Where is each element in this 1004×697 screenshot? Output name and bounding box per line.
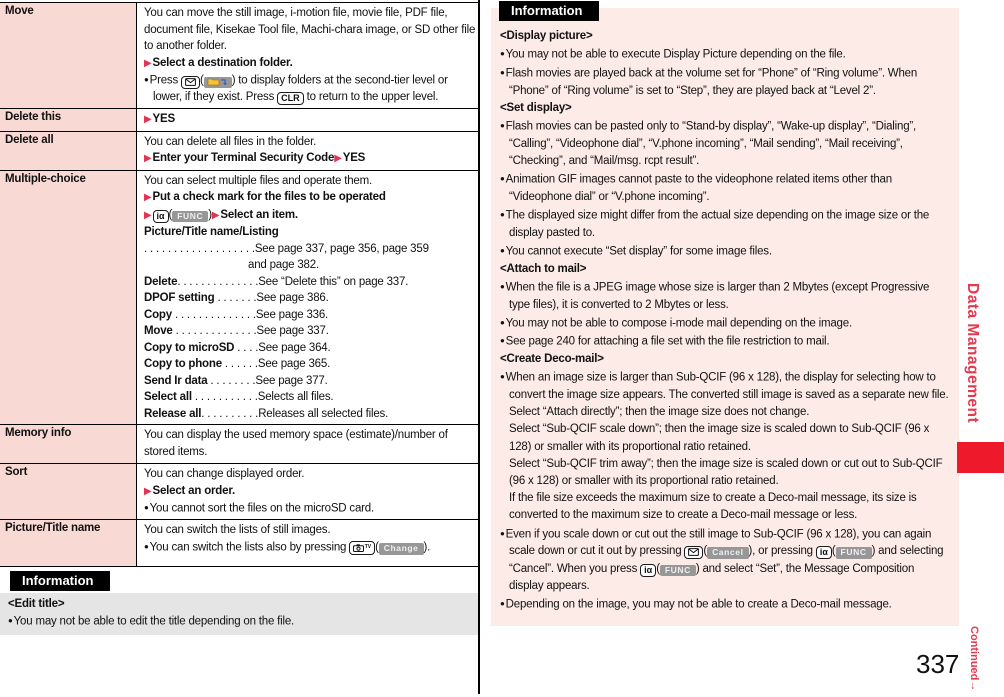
text-run: ) and selecting “Cancel”. When you press — [509, 545, 944, 575]
bullet-line — [144, 500, 476, 517]
bullet-marker: ● — [144, 541, 149, 551]
listing-line — [144, 241, 476, 258]
step-arrow-icon: ▶ — [144, 192, 152, 203]
bullet-marker: ● — [500, 281, 505, 291]
bullet-line — [500, 332, 951, 351]
text-line — [144, 427, 476, 460]
row-content — [137, 171, 478, 425]
clr-key-icon: CLR — [277, 92, 304, 105]
text-run: ( — [831, 545, 836, 558]
bullet-line — [500, 278, 951, 314]
text-run: ) and select “Set”, the Message Composition display appears. — [509, 562, 915, 592]
listing-description: Releases all selected files. — [258, 407, 389, 420]
bullet-line — [500, 45, 951, 64]
row-label: Multiple-choice — [0, 171, 137, 425]
row-label: Memory info — [0, 425, 137, 463]
row-content — [137, 132, 478, 170]
listing-term: Delete — [144, 275, 178, 288]
text-run: The displayed size might differ from the actual size depending on the image size or the display pasted to. — [505, 209, 930, 239]
mail-key-icon — [684, 546, 703, 559]
listing-dots: . . . . . . . . . . — [201, 407, 259, 420]
text-run: You can move the still image, i-motion file, movie file, PDF file, document file, Kisekae Tool file, Machi-chara image, or SD other file to another folder. — [144, 7, 476, 52]
step-arrow-icon: ▶ — [144, 209, 152, 221]
subheading: <Edit title> — [8, 598, 65, 610]
row-label: Move — [0, 3, 137, 108]
table-row — [0, 108, 478, 131]
table-row — [0, 2, 478, 108]
row-content — [137, 425, 478, 463]
bullet-line — [500, 170, 951, 206]
bullet-marker: ● — [500, 245, 505, 255]
bullet-line — [500, 64, 951, 100]
info-left-content — [0, 593, 478, 635]
bullet-marker: ● — [500, 174, 505, 184]
listing-line — [144, 274, 476, 291]
text-run: ) to display folders at the second-tier level or lower, if they exist. Press — [153, 74, 448, 103]
continued-note — [968, 626, 980, 691]
listing-dots: . . . . . . . . . . . . . . . . . . . — [144, 242, 255, 255]
listing-description: See “Delete this” on page 337. — [258, 275, 409, 288]
text-run: You can display the used memory space (estimate)/number of stored items. — [144, 429, 448, 458]
text-run: You can switch the lists of still images. — [144, 524, 331, 536]
text-run: ). — [423, 541, 431, 553]
bullet-line — [500, 368, 951, 404]
ifunc-key-icon: iα — [153, 210, 169, 223]
information-header: Information — [499, 1, 599, 21]
listing-line — [144, 323, 476, 340]
subheading: <Set display> — [500, 101, 572, 114]
bold-text-run: Enter your Terminal Security Code — [152, 152, 335, 164]
step-arrow-icon: ▶ — [334, 153, 342, 164]
listing-dots: . . . . — [237, 341, 259, 354]
listing-dots: . . . . . . . . . . . — [194, 391, 258, 403]
text-run: Flash movies are played back at the volume set for “Phone” of “Ring volume”. When “Phone” of “Ring volume” is set to “Step”, they are played back at “Level 2”. — [505, 67, 918, 97]
text-run: ( — [375, 541, 379, 553]
func-softkey: FUNC — [172, 211, 208, 223]
row-label: Delete all — [0, 132, 137, 170]
listing-term: Copy to phone — [144, 358, 225, 370]
text-line — [144, 189, 476, 207]
text-run: You can switch the lists also by pressing — [149, 541, 350, 553]
chapter-tab-marker — [957, 442, 1004, 473]
text-run: ) — [208, 208, 212, 221]
text-line — [144, 55, 476, 73]
mail-key-icon — [181, 76, 200, 89]
bullet-line — [500, 117, 951, 170]
continued-label: Continued — [968, 626, 980, 681]
text-run: You cannot sort the files on the microSD card. — [149, 502, 374, 515]
camera-key-icon — [349, 541, 375, 555]
bold-text-run: Put a check mark for the files to be operated — [152, 191, 386, 203]
listing-line — [144, 340, 476, 357]
bullet-marker: ● — [500, 336, 505, 346]
listing-description: See page 337. — [256, 325, 329, 337]
text-line — [144, 207, 476, 225]
bullet-line — [500, 525, 951, 595]
listing-term: Copy — [144, 308, 175, 321]
func-softkey: FUNC — [660, 565, 696, 577]
listing-term: Release all — [144, 407, 202, 420]
listing-description: See page 377. — [255, 374, 328, 387]
subheading: <Attach to mail> — [500, 262, 587, 275]
listing-line — [144, 389, 476, 406]
bullet-line — [500, 595, 951, 614]
ifunc-key-icon: iα — [816, 546, 832, 559]
bold-text-run: YES — [342, 152, 366, 164]
listing-term: Select all — [144, 391, 195, 403]
row-label: Picture/Title name — [0, 520, 137, 566]
listing-dots: . . . . . . . — [217, 292, 257, 304]
info-box-left — [0, 571, 478, 635]
text-line — [144, 5, 476, 55]
step-arrow-icon: ▶ — [144, 57, 152, 69]
table-row — [0, 519, 478, 567]
bullet-marker: ● — [500, 528, 505, 538]
text-run: When the file is a JPEG image whose size is larger than 2 Mbytes (except Progressive type files), it is converted to 2 Mbytes or less. — [505, 281, 930, 311]
listing-description: See page 365. — [257, 358, 331, 370]
continued-arrow-icon: → — [968, 680, 980, 692]
listing-line — [144, 373, 476, 390]
bullet-marker: ● — [500, 372, 505, 382]
table-row — [0, 463, 478, 519]
cancel-softkey: Cancel — [707, 547, 748, 559]
listing-description: See page 364. — [258, 341, 331, 354]
text-run: Flash movies can be pasted only to “Stand-by display”, “Wake-up display”, “Dialing”, “Calling”, “Videophone dial”, “V.phone incoming”, “Mail sending”, “Mail receiving”, “Checking”, and “Mail/msg. rcpt result”. — [505, 120, 917, 167]
listing-line — [144, 356, 476, 373]
info-right-content — [500, 28, 951, 614]
text-run: You cannot execute “Set display” for some image files. — [505, 245, 772, 258]
text-run: You can select multiple files and operate them. — [144, 174, 372, 187]
listing-dots: . . . . . . — [224, 358, 258, 370]
bullet-marker: ● — [144, 503, 149, 512]
text-line — [144, 483, 476, 501]
text-line — [144, 466, 476, 483]
step-arrow-icon: ▶ — [144, 153, 152, 164]
listing-term: Copy to microSD — [144, 341, 238, 354]
bullet-line — [500, 314, 951, 333]
listing-line — [144, 290, 476, 307]
column-divider — [478, 0, 480, 694]
func-softkey: FUNC — [836, 547, 872, 559]
row-content — [137, 3, 478, 108]
page-number: 337 — [916, 649, 960, 679]
table-row — [0, 424, 478, 463]
text-line — [144, 134, 476, 151]
subheading: Picture/Title name/Listing — [144, 226, 279, 238]
info-box-right — [491, 3, 959, 626]
change-softkey: Change — [379, 543, 424, 555]
operations-table — [0, 2, 478, 567]
table-row — [0, 131, 478, 170]
listing-dots: . . . . . . . . — [210, 374, 256, 387]
listing-term: Move — [144, 325, 176, 337]
ifunc-key-icon: iα — [640, 564, 656, 577]
continuation-line: Select “Attach directly”; then the image size does not change. — [509, 406, 810, 419]
continuation-line: If the file size exceeds the maximum size to create a Deco-mail message, its size is converted to the maximum size to create a Deco-mail message or less. — [509, 492, 917, 522]
text-line — [144, 150, 476, 168]
text-run: You may not be able to edit the title depending on the file. — [13, 615, 295, 627]
bullet-line — [500, 206, 951, 242]
listing-continuation: and page 382. — [248, 259, 319, 271]
text-run: You can delete all files in the folder. — [144, 135, 317, 148]
listing-dots: . . . . . . . . . . . . . . — [174, 308, 256, 321]
step-arrow-icon: ▶ — [144, 485, 152, 497]
continuation-line: Select “Sub-QCIF trim away”; then the image size is scaled down or cut out to Sub-QCIF (96 x 128) or smaller with its proportional ratio retained. — [509, 457, 943, 488]
text-run: When an image size is larger than Sub-QCIF (96 x 128), the display for selecting how to convert the image size appears. The converted still image is saved as a separate new file. — [505, 371, 949, 402]
bullet-marker: ● — [500, 599, 505, 608]
chapter-tab-label: Data Management — [964, 283, 981, 424]
folder-softkey-icon — [204, 77, 232, 89]
tv-label: TV — [364, 544, 372, 550]
bold-text-run: YES — [152, 113, 175, 125]
listing-term: Send Ir data — [144, 374, 211, 387]
text-run: Even if you scale down or cut out the still image to Sub-QCIF (96 x 128), you can again scale down or cut it out by pressing — [505, 528, 932, 558]
text-line — [144, 111, 476, 129]
text-line — [144, 522, 476, 539]
bullet-marker: ● — [500, 317, 505, 327]
listing-description: Selects all files. — [257, 391, 334, 403]
text-run: ( — [656, 562, 660, 575]
text-run: Depending on the image, you may not be able to create a Deco-mail message. — [505, 598, 892, 611]
bullet-marker: ● — [500, 49, 505, 59]
listing-line — [144, 406, 476, 423]
bold-text-run: Select a destination folder. — [152, 56, 293, 69]
continuation-line: Select “Sub-QCIF scale down”; then the image size is scaled down to Sub-QCIF (96 x 128) or smaller with its proportional ratio retained. — [509, 423, 930, 453]
text-run: ), or pressing — [748, 545, 816, 558]
text-run: to return to the upper level. — [303, 91, 439, 103]
row-content — [137, 109, 478, 131]
text-run: You may not be able to execute Display Picture depending on the file. — [505, 48, 846, 61]
listing-dots: . . . . . . . . . . . . . . — [177, 275, 259, 288]
listing-description: See page 336. — [255, 308, 329, 321]
text-run: ( — [703, 545, 708, 558]
step-arrow-icon: ▶ — [211, 209, 220, 221]
text-run: ( — [200, 74, 204, 87]
subheading: <Display picture> — [500, 30, 593, 42]
listing-line — [144, 307, 476, 324]
bullet-marker: ● — [500, 67, 505, 77]
listing-term: DPOF setting — [144, 292, 218, 304]
bullet-marker: ● — [144, 75, 149, 84]
text-run: See page 240 for attaching a file set with the file restriction to mail. — [505, 335, 830, 348]
bullet-line — [144, 72, 476, 106]
bold-text-run: Select an item. — [220, 208, 298, 221]
text-run: Animation GIF images cannot paste to the videophone related items other than “Videophone dial” or “V.phone incoming”. — [505, 173, 892, 203]
row-content — [137, 520, 478, 566]
row-content — [137, 464, 478, 519]
listing-dots: . . . . . . . . . . . . . . — [175, 325, 257, 337]
row-label: Delete this — [0, 109, 137, 131]
bullet-line — [144, 539, 476, 556]
left-column — [0, 2, 478, 635]
subheading: <Create Deco-mail> — [500, 353, 604, 366]
text-run: You can change displayed order. — [144, 468, 305, 480]
bullet-marker: ● — [8, 615, 13, 625]
table-row — [0, 170, 478, 425]
bullet-marker: ● — [500, 121, 505, 131]
row-label: Sort — [0, 464, 137, 519]
information-header: Information — [10, 571, 110, 591]
listing-description: See page 337, page 356, page 359 — [254, 242, 429, 255]
text-run: ( — [168, 208, 173, 221]
text-run: Press — [149, 74, 182, 87]
listing-description: See page 386. — [256, 292, 329, 304]
text-run: You may not be able to compose i-mode mail depending on the image. — [505, 317, 852, 330]
bullet-line — [500, 242, 951, 261]
step-arrow-icon: ▶ — [144, 114, 152, 125]
bold-text-run: Select an order. — [152, 484, 235, 497]
text-line — [144, 173, 476, 190]
bullet-marker: ● — [500, 210, 505, 220]
bullet-line — [8, 613, 470, 630]
